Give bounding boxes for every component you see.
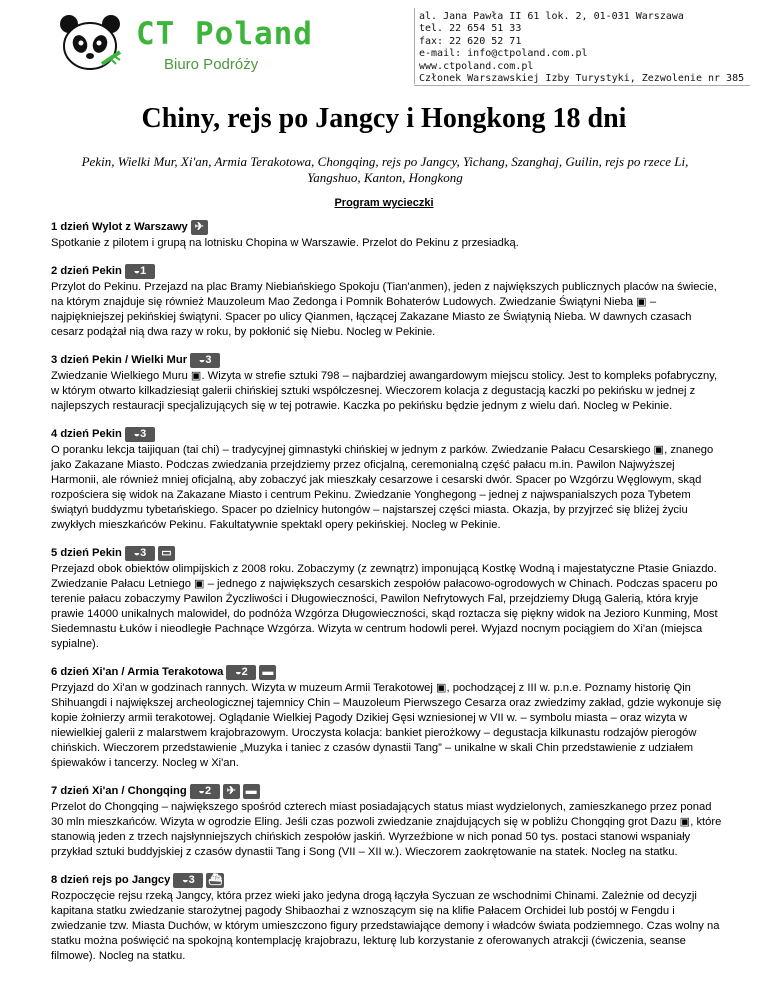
brand-subtitle: Biuro Podróży <box>164 56 259 73</box>
ship-icon: ⛴ <box>208 874 223 886</box>
meal-count: 1 <box>140 265 147 277</box>
train-icon: ▭ <box>158 546 175 561</box>
day-description: Spotkanie z pilotem i grupą na lotnisku Chopina w Warszawie. Przelot do Pekinu z przesiadką. <box>51 237 519 249</box>
meal-count: 3 <box>205 354 212 366</box>
contact-email[interactable]: e-mail: info@ctpoland.com.pl <box>419 48 588 60</box>
day-title-text: 2 dzień Pekin <box>51 265 122 277</box>
day-title <box>51 219 723 236</box>
itinerary-day <box>51 263 723 340</box>
meal-icon: ◒ 3 <box>173 873 203 888</box>
itinerary-day <box>51 664 723 771</box>
company-logo <box>58 12 358 82</box>
program-heading: Program wycieczki <box>334 197 434 209</box>
route-subtitle: Pekin, Wielki Mur, Xi'an, Armia Terakotowa, Chongqing, rejs po Jangcy, Yichang, Szanghaj, Guilin, rejs po rzece Li, Yangshuo, Kanton, Hongkong <box>81 154 689 185</box>
day-title <box>51 872 723 889</box>
day-title-text: 8 dzień rejs po Jangcy <box>51 874 171 886</box>
contact-block <box>419 11 744 85</box>
day-title <box>51 426 723 443</box>
day-title-text: 5 dzień Pekin <box>51 547 122 559</box>
meal-icon: ◒ 3 <box>125 427 155 442</box>
meal-count: 2 <box>204 785 212 797</box>
header-divider <box>414 8 415 84</box>
day-description: O poranku lekcja taijiquan (tai chi) – tradycyjnej gimnastyki chińskiej w jednym z parków. Zwiedzanie Pałacu Cesarskiego ▣, znanego jako Zakazane Miasto. Podczas zwiedzania przejdziemy przez oficjalną, ceremonialną część pałacu m.in. Pawilon Najwyższej Harmonii, ale również mniej oficjalną, aby zobaczyć jak mieszkały cesarzowe i cesarski dwór. Spacer po Wzgórzu Węglowym, skąd rozpościera się widok na Zakazane Miasto i centrum Pekinu. Zwiedzanie Yonghegong – jednej z najwspanialszych poza Tybetem świątyń buddyzmu tybetańskiego. Spacer po dzielnicy hutongów – najstarszej części miasta. Okazja, by przyjrzeć się bliżej życiu zwykłych mieszkańców Pekinu. Fakultatywnie spektakl opery pekińskiej. Nocleg w Pekinie. <box>51 444 714 531</box>
day-description: Przyjazd do Xi'an w godzinach rannych. Wizyta w muzeum Armii Terakotowej ▣, pochodzącej z III w. p.n.e. Poznamy historię Qin Shihuangdi i największej archeologicznej tajemnicy Chin – Mauzoleum Pierwszego Cesarza oraz zwiedzimy zakład, gdzie wykonuje się kopie żołnierzy armii terakotowej. Oglądanie Wielkiej Pagody Dzikiej Gęsi wzniesionej w VII w. – symbolu miasta – oraz wizyta w niewielkiej galerii z malarstwem krajobrazowym. Uroczysta kolacja: bankiet pierożkowy – degustacja kilkunastu rodzajów pierogów chińskich. Wieczorem przedstawienie „Muzyka i taniec z czasów dynastii Tang” – unikalne w skali Chin przedstawienie z udziałem śpiewaków i tancerzy. Nocleg w Xi'an. <box>51 682 722 769</box>
page-header <box>0 0 768 95</box>
day-title <box>51 545 723 562</box>
day-title-text: 3 dzień Pekin / Wielki Mur <box>51 354 188 366</box>
day-description: Przylot do Pekinu. Przejazd na plac Bramy Niebiańskiego Spokoju (Tian'anmen), jeden z największych publicznych placów na świecie, na którym znajduje się również Mauzoleum Mao Zedonga i Pomnik Bohaterów Ludowych. Zwiedzanie Świątyni Nieba ▣ – najpiękniejszej pekińskiej świątyni. Spacer po ulicy Qianmen, łączącej Zakazane Miasto ze Świątynią Nieba. W dawnych czasach cesarz podążał nią dwa razy w roku, by pokłonić się Niebu. Nocleg w Pekinie. <box>51 281 717 338</box>
document-title: Chiny, rejs po Jangcy i Hongkong 18 dni <box>141 103 627 134</box>
meal-icon: ◒ 3 <box>125 546 155 561</box>
itinerary-day <box>51 219 723 251</box>
itinerary-day <box>51 783 723 860</box>
bus-icon: ▬ <box>259 665 276 680</box>
meal-count: 3 <box>188 874 195 886</box>
meal-count: 3 <box>140 547 147 559</box>
day-description: Przejazd obok obiektów olimpijskich z 2008 roku. Zobaczymy (z zewnątrz) imponującą Kostkę Wodną i majestatyczne Ptasie Gniazdo. Zwiedzanie Pałacu Letniego ▣ – jednego z największych cesarskich zespołów pałacowo-ogrodowych w Chinach. Podczas spaceru po terenie pałacu zobaczymy Pawilon Życzliwości i Długowieczności, Pawilon Nefrytowych Fal, przejdziemy Długą Galerią, która kryje prawie 14000 unikalnych malowideł, do podnóża Wzgórza Długowieczności, skąd roztacza się piękny widok na Jezioro Kunming, Most Siedemnastu Łuków i nieodległe Pachnące Wzgórza. Wizyta w centrum hodowli pereł. Wyjazd nocnym pociągiem do Xi'an (miejsca sypialne). <box>51 563 718 650</box>
itinerary-day <box>51 872 723 964</box>
day-title-text: 7 dzień Xi'an / Chongqing <box>51 785 187 797</box>
day-title-text: 1 dzień Wylot z Warszawy <box>51 221 188 233</box>
day-title <box>51 263 723 280</box>
panda-logo-icon <box>58 12 122 74</box>
day-title <box>51 664 723 681</box>
meal-count: 2 <box>241 666 248 678</box>
contact-website[interactable]: www.ctpoland.com.pl <box>419 60 534 72</box>
brand-name: CT Poland <box>136 16 313 52</box>
day-title <box>51 352 723 369</box>
contact-fax: fax: 22 620 52 71 <box>419 35 522 47</box>
day-title-text: 4 dzień Pekin <box>51 428 122 440</box>
contact-address: al. Jana Pawła II 61 lok. 2, 01-031 Warszawa <box>419 11 684 22</box>
meal-icon: ◒ 2 <box>226 665 256 680</box>
meal-count: 3 <box>140 428 147 440</box>
header-bottom-rule <box>414 85 750 86</box>
day-title-text: 6 dzień Xi'an / Armia Terakotowa <box>51 666 224 678</box>
day-description: Zwiedzanie Wielkiego Muru ▣. Wizyta w strefie sztuki 798 – najbardziej awangardowym miejscu stolicy. Jest to kompleks pofabryczny, w którym otwarto kilkadziesiąt galerii chińskiej sztuki współczesnej. Wieczorem kolacja z degustacją kaczki po pekińsku w jednej z najlepszych restauracji specjalizujących się w tej potrawie. Kaczka po pekińsku będzie jednym z wielu dań. Nocleg w Pekinie. <box>51 370 718 412</box>
itinerary-day <box>51 352 723 414</box>
meal-icon: ◒ 3 <box>190 353 220 368</box>
day-description: Rozpoczęcie rejsu rzeką Jangcy, która przez wieki jako jedyna drogą łączyła Syczuan ze wschodnimi Chinami. Zależnie od decyzji kapitana statku zwiedzanie starożytnej pagody Shibaozhai z wznoszącym się na klifie Pałacem Orchidei lub postój w Fengdu i zwiedzanie tzw. Miasta Duchów, w którym umieszczono figury przedstawiające demony i władców świata podziemnego. Czas wolny na statku można poświęcić na spokojną kontemplację krajobrazu, lekturę lub korzystanie z oferowanych atrakcji (ćwiczenia, seanse filmowe). Nocleg na statku. <box>51 890 720 962</box>
plane-icon: ✈ <box>223 784 240 799</box>
plane-icon: ✈ <box>191 220 208 235</box>
meal-icon: ◒ 1 <box>125 264 155 279</box>
itinerary-day <box>51 545 723 652</box>
meal-icon: ◒ 2 <box>190 784 220 799</box>
day-title <box>51 783 723 800</box>
day-description: Przelot do Chongqing – największego spośród czterech miast posiadających status miast wydzielonych, zamieszkanego przez ponad 30 mln mieszkańców. Wizyta w ogrodzie Eling. Jeśli czas pozwoli zwiedzanie znajdujących się w pobliżu Chongqing grot Dazu ▣, które stanowią jeden z trzech najsłynniejszych chińskich zespołów jaskiń. Wyrzeźbione w nich ponad 50 tys. postaci stanowi wspaniały przykład sztuki buddyjskiej z czasów dynastii Tang i Song (VII – XII w.). Wieczorem zaokrętowanie na statek. Nocleg na statku. <box>51 801 722 858</box>
bus-icon: ▬ <box>243 784 260 799</box>
itinerary-days <box>51 219 723 976</box>
contact-phone: tel. 22 654 51 33 <box>419 23 522 35</box>
itinerary-day <box>51 426 723 533</box>
contact-membership: Członek Warszawskiej Izby Turystyki, Zezwolenie nr 385 <box>419 73 745 85</box>
